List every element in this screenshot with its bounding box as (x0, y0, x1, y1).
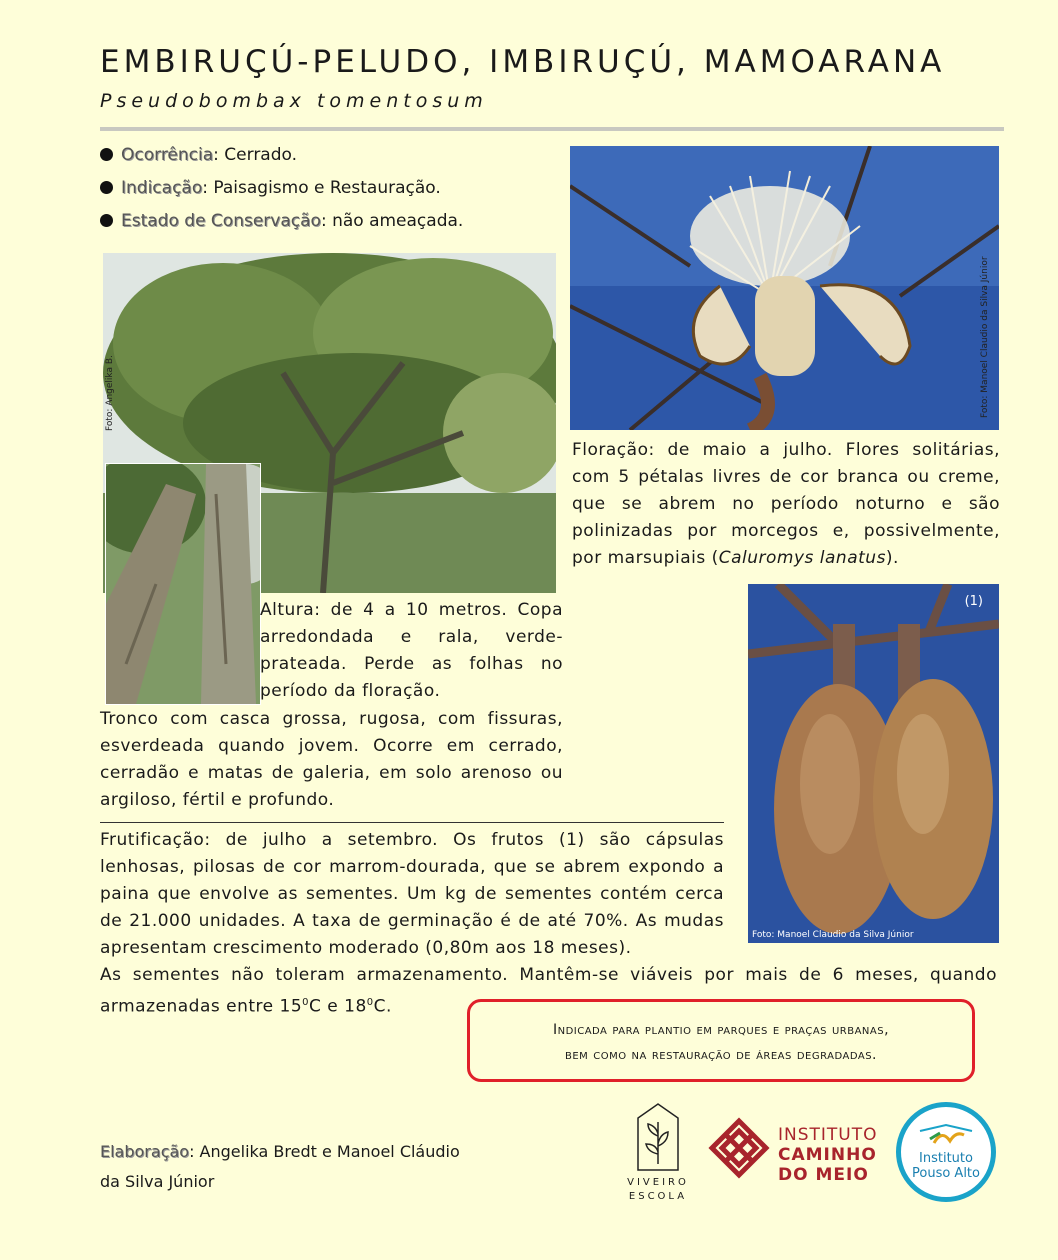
bullet-icon (100, 181, 113, 194)
fruit-divider (100, 822, 724, 823)
recommendation-callout (467, 999, 975, 1082)
fact-conservation: Estado de Conservação: não ameaçada. (100, 211, 463, 231)
flowering-text: Floração: de maio a julho. Flores solitárias, com 5 pétalas livres de cor branca ou creme, que se abrem no período noturno e são polinizadas por morcegos e, possivelmente, por marsupiais (Caluromys lanatus). (572, 440, 1000, 568)
tree-photo-credit: Foto: Angelika B. (105, 355, 115, 431)
fact-occurrence: Ocorrência: Cerrado. (100, 145, 297, 165)
storage-text: As sementes não toleram armazenamento. Mantêm-se viáveis por mais de 6 meses, quando armazenadas entre $15^0C$ e $18^0C$. (100, 965, 997, 1017)
flower-photo-credit: Foto: Manoel Claudio da Silva Júnior (980, 256, 990, 418)
scientific-name: Pseudobombax tomentosum (100, 90, 488, 112)
bullet-icon (100, 214, 113, 227)
title-divider (100, 127, 1004, 131)
pouso-alto-logo: Instituto Pouso Alto (896, 1102, 996, 1202)
caminho-do-meio-logo: INSTITUTO CAMINHO DO MEIO (708, 1117, 878, 1197)
callout-line-1: Indicada para plantio em parques e praças urbanas, (552, 1022, 890, 1038)
fruit-photo (748, 584, 999, 943)
fact-indication: Indicação: Paisagismo e Restauração. (100, 178, 441, 198)
bird-icon (916, 1121, 976, 1147)
callout-line-2: bem como na restauração de áreas degradadas. (564, 1047, 877, 1063)
fruiting-text: Frutificação: de julho a setembro. Os frutos (1) são cápsulas lenhosas, pilosas de cor marrom-dourada, que se abrem expondo a paina que envolve as sementes. Um kg de sementes contém cerca de 21.000 unidades. A taxa de germinação é de até 70%. As mudas apresentam crescimento moderado (0,80m aos 18 meses). (100, 830, 724, 958)
height-text: Altura: de 4 a 10 metros. Copa arredondada e rala, verde-prateada. Perde as folhas no período da floração. (260, 600, 563, 701)
fruit-marker: (1) (964, 594, 983, 609)
endless-knot-icon (708, 1117, 770, 1195)
plant-house-icon (634, 1102, 682, 1172)
page-title: EMBIRUÇÚ-PELUDO, IMBIRUÇÚ, MAMOARANA (100, 44, 946, 80)
bullet-icon (100, 148, 113, 161)
flower-photo (570, 146, 999, 430)
viveiro-escola-logo: VIVEIRO ESCOLA (626, 1102, 690, 1207)
trunk-text: Tronco com casca grossa, rugosa, com fissuras, esverdeada quando jovem. Ocorre em cerrado, cerradão e matas de galeria, em solo arenoso ou argiloso, fértil e profundo. (100, 709, 563, 810)
elaboration-credit: Elaboração: Angelika Bredt e Manoel Cláudio da Silva Júnior (100, 1142, 460, 1191)
fruit-photo-credit: Foto: Manoel Claudio da Silva Júnior (752, 930, 914, 940)
trunk-photo (105, 463, 261, 705)
